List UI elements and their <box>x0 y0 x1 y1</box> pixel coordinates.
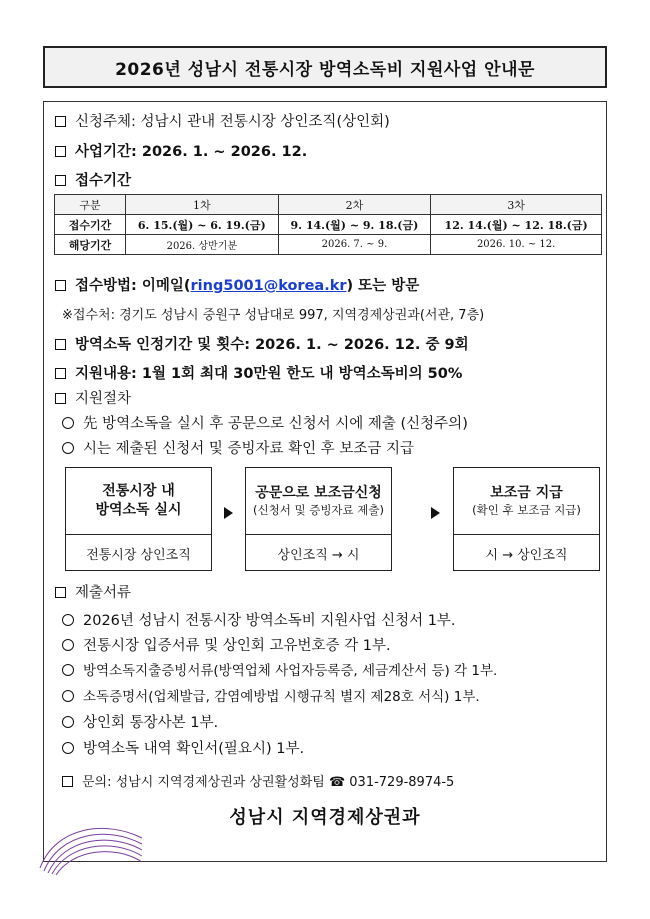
reception-schedule-table <box>54 194 602 255</box>
contact-line <box>62 771 454 790</box>
flow-step-title <box>454 468 599 535</box>
procedure-heading <box>55 387 131 408</box>
table-cell: 2026. 상반기분 <box>126 235 279 255</box>
department-signature: 성남시 지역경제상권과 <box>229 807 421 828</box>
flow-step-actor: 전통시장 상인조직 <box>86 547 191 563</box>
contact-text: 문의: 성남시 지역경제상권과 상권활성화팀 ☎ 031-729-8974-5 <box>82 775 455 790</box>
period-text: 사업기간: 2026. 1. ~ 2026. 12. <box>75 144 308 160</box>
reception-place-note: ※접수처: 경기도 성남시 중원구 성남대로 997, 지역경제상권과(서관, 7층) <box>62 308 485 323</box>
right-arrow-icon <box>431 507 440 519</box>
table-cell: 9. 14.(월) ~ 9. 18.(금) <box>278 215 431 235</box>
checkbox-icon <box>62 776 73 787</box>
checkbox-icon <box>55 368 66 379</box>
support-text: 지원내용: 1월 1회 최대 30만원 한도 내 방역소독비의 50% <box>75 366 463 382</box>
certification-line <box>55 333 469 354</box>
flow-step-2 <box>245 467 392 571</box>
procedure-heading-text: 지원절차 <box>75 391 132 407</box>
checkbox-icon <box>55 146 66 157</box>
checkbox-icon <box>55 339 66 350</box>
title-text: 2026년 성남시 전통시장 방역소독비 지원사업 안내문 <box>115 59 535 80</box>
certification-text: 방역소독 인정기간 및 횟수: 2026. 1. ~ 2026. 12. 중 9회 <box>75 337 469 353</box>
procedure-step <box>62 412 468 433</box>
method-suffix: ) 또는 방문 <box>346 278 420 294</box>
table-header-row <box>55 195 602 215</box>
applicant-text: 신청주체: 성남시 관내 전통시장 상인조직(상인회) <box>75 114 390 130</box>
table-row <box>55 215 602 235</box>
list-item <box>62 609 456 630</box>
checkbox-icon <box>55 393 66 404</box>
documents-heading-text: 제출서류 <box>75 585 132 601</box>
document-item-text: 방역소독지출증빙서류(방역업체 사업자등록증, 세금계산서 등) 각 1부. <box>83 663 498 679</box>
flow-step-sub: (신청서 및 증빙자료 제출) <box>252 502 385 517</box>
table-cell: 2026. 7. ~ 9. <box>278 235 431 255</box>
flow-step-line: 방역소독 실시 <box>95 502 182 518</box>
table-header: 1차 <box>126 195 279 215</box>
method-prefix: 접수방법: 이메일( <box>75 278 191 294</box>
circle-bullet-icon <box>62 614 74 626</box>
flow-step-sub: (확인 후 보조금 지급) <box>472 502 581 517</box>
flow-step-title <box>246 468 391 535</box>
document-item-text: 소독증명서(업체발급, 감염예방법 시행규칙 별지 제28호 서식) 1부. <box>83 689 480 705</box>
table-cell: 해당기간 <box>55 235 126 255</box>
flow-step-line: 전통시장 내 <box>102 483 175 500</box>
list-item <box>62 711 218 732</box>
checkbox-icon <box>55 280 66 291</box>
list-item <box>62 685 480 705</box>
applicant-line <box>55 110 390 131</box>
period-line <box>55 140 307 161</box>
circle-bullet-icon <box>62 716 74 728</box>
email-link[interactable]: ring5001@korea.kr <box>190 278 347 294</box>
flow-step-actor: 시 → 상인조직 <box>485 547 568 563</box>
circle-bullet-icon <box>62 639 74 651</box>
notice-title <box>43 46 607 88</box>
table-cell: 6. 15.(월) ~ 6. 19.(금) <box>126 215 279 235</box>
circle-bullet-icon <box>62 664 74 676</box>
document-item-text: 2026년 성남시 전통시장 방역소독비 지원사업 신청서 1부. <box>83 613 456 629</box>
circle-bullet-icon <box>62 417 74 429</box>
checkbox-icon <box>55 116 66 127</box>
reception-heading <box>55 169 131 190</box>
table-cell: 접수기간 <box>55 215 126 235</box>
document-item-text: 방역소독 내역 확인서(필요시) 1부. <box>83 741 305 757</box>
table-cell: 2026. 10. ~ 12. <box>431 235 602 255</box>
flow-step-line: 보조금 지급 <box>490 484 563 501</box>
flow-step-actor: 상인조직 → 시 <box>277 547 360 563</box>
flow-step-3 <box>453 467 600 571</box>
documents-heading <box>55 581 131 602</box>
circle-bullet-icon <box>62 442 74 454</box>
checkbox-icon <box>55 175 66 186</box>
procedure-step-text: 시는 제출된 신청서 및 증빙자료 확인 후 보조금 지급 <box>83 441 415 457</box>
support-line <box>55 362 462 383</box>
procedure-step <box>62 437 414 458</box>
table-header: 3차 <box>431 195 602 215</box>
right-arrow-icon <box>224 507 233 519</box>
flow-step-title <box>66 468 211 535</box>
reception-heading-text: 접수기간 <box>75 173 132 189</box>
table-row <box>55 235 602 255</box>
table-header: 구분 <box>55 195 126 215</box>
circle-bullet-icon <box>62 690 74 702</box>
document-item-text: 상인회 통장사본 1부. <box>83 715 219 731</box>
method-line <box>55 274 419 295</box>
document-item-text: 전통시장 입증서류 및 상인회 고유번호증 각 1부. <box>83 638 391 654</box>
table-header: 2차 <box>278 195 431 215</box>
procedure-step-text: 先 방역소독을 실시 후 공문으로 신청서 시에 제출 (신청주의) <box>83 416 468 432</box>
circle-bullet-icon <box>62 742 74 754</box>
list-item <box>62 659 497 679</box>
table-cell: 12. 14.(월) ~ 12. 18.(금) <box>431 215 602 235</box>
flow-step-1 <box>65 467 212 571</box>
checkbox-icon <box>55 587 66 598</box>
list-item <box>62 634 391 655</box>
list-item <box>62 737 304 758</box>
flow-step-line: 공문으로 보조금신청 <box>255 484 382 501</box>
